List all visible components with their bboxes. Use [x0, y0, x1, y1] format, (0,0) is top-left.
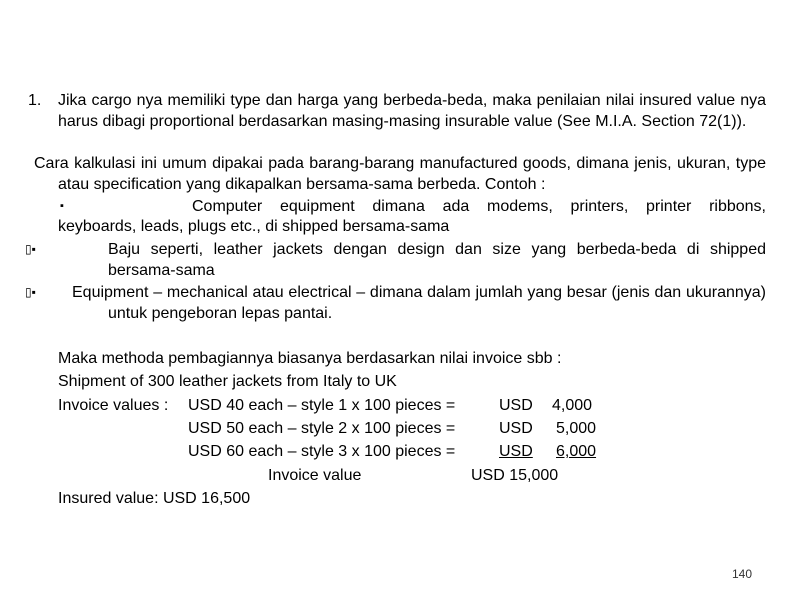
invoice-row-1-currency: USD [499, 397, 533, 414]
example-2-paragraph: Baju seperti, leather jackets dengan design dan size yang berbeda-beda di shipped bersama-sama [108, 241, 766, 279]
invoice-label: Invoice values : [58, 397, 169, 414]
invoice-row-3-currency: USD [499, 443, 533, 460]
example-3-paragraph: Equipment – mechanical atau electrical – dimana dalam jumlah yang besar (jenis dan ukurannya) untuk pengeboran lepas pantai. [72, 284, 766, 322]
invoice-total-label: Invoice value [268, 467, 362, 484]
item1-paragraph: Jika cargo nya memiliki type dan harga yang berbeda-beda, maka penilaian nilai insured value nya harus dibagi proportional berdasarkan masing-masing insurable value (See M.I.A. Section 72(1)). [58, 92, 766, 130]
invoice-row-3-desc: USD 60 each – style 3 x 100 pieces = [188, 443, 456, 460]
shipment-line: Shipment of 300 leather jackets from Italy to UK [58, 373, 397, 390]
method-line: Maka methoda pembagiannya biasanya berdasarkan nilai invoice sbb : [58, 350, 562, 367]
glyph-bullet-icon: ▯▪ [25, 285, 36, 299]
example-1-line-2: keyboards, leads, plugs etc., di shipped bersama-sama [58, 218, 450, 235]
square-bullet-icon: ▪ [60, 200, 64, 212]
insured-value-line: Insured value: USD 16,500 [58, 490, 251, 507]
calc-intro-paragraph: Cara kalkulasi ini umum dipakai pada barang-barang manufactured goods, dimana jenis, ukuran, type atau specification yang dikapalkan bersama-sama berbeda. Contoh : [34, 155, 766, 193]
invoice-row-1-desc: USD 40 each – style 1 x 100 pieces = [188, 397, 456, 414]
list-number: 1. [28, 92, 42, 109]
invoice-row-2-currency: USD [499, 420, 533, 437]
invoice-row-1-amount: 4,000 [552, 397, 593, 414]
glyph-bullet-icon: ▯▪ [25, 242, 36, 256]
invoice-row-2-desc: USD 50 each – style 2 x 100 pieces = [188, 420, 456, 437]
invoice-total-amount: USD 15,000 [471, 467, 559, 484]
page-number: 140 [731, 567, 752, 581]
invoice-row-2-amount: 5,000 [556, 420, 597, 437]
example-1-line-1: Computer equipment dimana ada modems, printers, printer ribbons, [192, 198, 766, 215]
invoice-row-3-amount: 6,000 [556, 443, 597, 460]
